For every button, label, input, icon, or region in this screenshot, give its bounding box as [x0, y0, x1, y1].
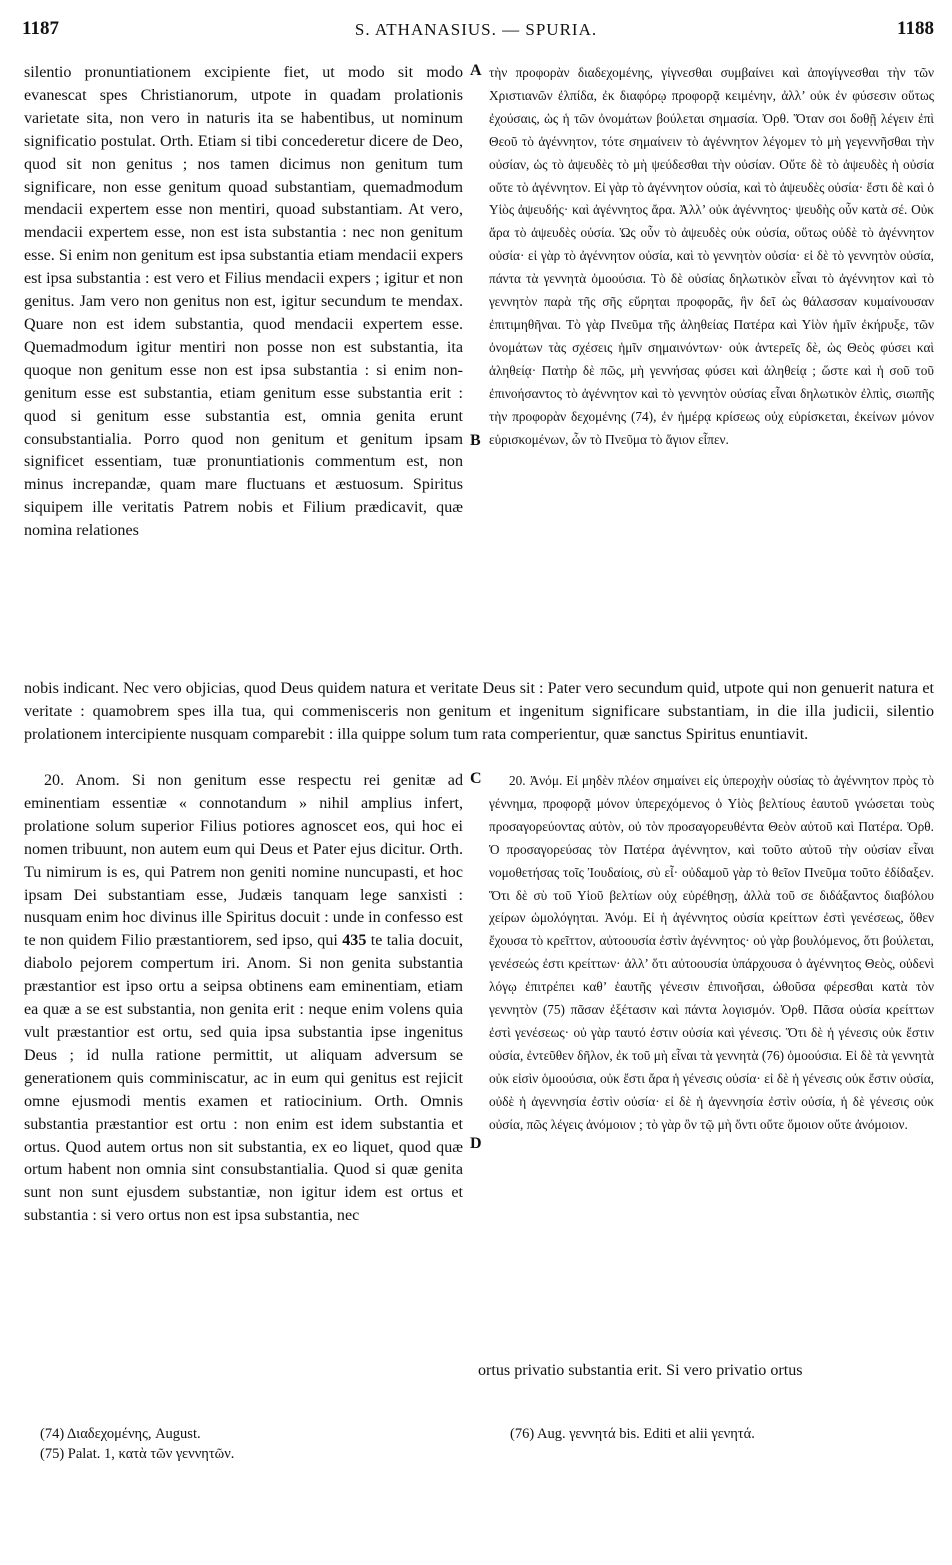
greek-paragraph-1: τὴν προφορὰν διαδεχομένης, γίγνεσθαι συμβαίνει καὶ ἀπογίγνεσθαι τὴν τῶν Χριστιανῶν ἐλπίδα, ἐκ διαφόρῳ προφορᾷ κειμένην, ἀλλ’ οὐκ ἐν φύσεσιν οὕτως ἐχούσαις, ὡς ἡ τῶν ὀνομάτων βούλεται σημασία. Ὀρθ. Ὅταν σοι δοθῇ λέγειν ἐπὶ Θεοῦ τὸ ἀγέννητον, τότε σημαίνειν τὸ ἀγέννητον λέγομεν τὸ μὴ γεγεννῆσθαι τὴν οὐσίαν, ὡς τὸ ἀψευδὲς τὸ μὴ ψεύδεσθαι τὴν οὐσίαν. Οὔτε δὲ τὸ ἀψευδὲς ἡ οὐσία οὔτε τὸ ἀγέννητον. Εἰ γὰρ τὸ ἀγέννητον οὐσία, καὶ τὸ ἀψευδὲς οὐσία· ἔστι δὲ καὶ ὁ Υἱὸς ἀψευδής· καὶ ἀγέννητος ἄρα. Ἀλλ’ οὐκ ἀγέννητος· ψευδὴς οὖν κατὰ σέ. Οὐκ ἄρα τὸ ἀψευδὲς οὐσία. Ὡς οὖν τὸ ἀψευδὲς οὐκ οὐσία, οὕτως οὐδὲ τὸ ἀγέννητον οὐσία· εἰ γὰρ τὸ ἀγέννητον οὐσία, καὶ τὸ γεννητὸν οὐσία· εἰ δὲ τὸ γεννητὸν οὐσία, πάντα τὰ γεννητὰ ὁμοούσια. Τὸ δὲ οὐσίας δηλωτικὸν εἶναι τὸ ἀγέννητον καὶ τὸ γεννητὸν παρὰ τῆς σῆς εὕρηται προφορᾶς, ἣν δεῖ ὡς θάλασσαν κυμαίνουσαν ἐπιτιμηθῆναι. Τὸ γὰρ Πνεῦμα τῆς ἀληθείας Πατέρα καὶ Υἱὸν ἡμῖν ἐκήρυξε, τῶν ὀνομάτων τὰς σχέσεις ἡμῖν σημαινόντων· οὐκ ἀντερεῖς δὲ, ὡς Θεὸς φύσει καὶ ἀληθείᾳ· Πατὴρ δὲ πῶς, μὴ γεννήσας φύσει καὶ ἀληθείᾳ ; ὥστε καὶ ἡ σοῦ τοῦ ἐπινοήσαντος τὸ ἀγέννητον καὶ τὸ γεννητὸν οὐσίας εἶναι δηλωτικὸν ἐλπὶς, σιωπῆς τὴν προφορὰν δεχομένης (74), ἐν ἡμέρᾳ κρίσεως οὐχ εὑρίσκεται, ἐκείνων μόνον εὑρισκομένων, ὧν τὸ Πνεῦμα τὸ ἅγιον εἶπεν.	[489, 65, 934, 447]
running-title: S. ATHANASIUS. — SPURIA.	[354, 20, 598, 39]
greek-column-bottom	[489, 770, 934, 1360]
margin-marker-c: C	[470, 770, 482, 787]
continuation-line: ortus privatio substantia erit. Si vero privatio ortus	[478, 1362, 803, 1379]
latin-paragraph-2: 20. Anom. Si non genitum esse respectu rei genitæ ad eminentiam essentiæ « connotandum » nihil amplius infert, prolatione solum superior Filius potiores agnoscet eos, qui hoc ei nomen tribuunt, non autem eum qui Deus et Pater ejus dicitur. Orth. Tu nimirum is es, qui Patrem non geniti nomine nuncupasti, et hoc ipsam Dei substantiam esse, Judæis tanquam lege sanxisti : nusquam enim hoc divinus ille Spiritus docuit : unde in confesso est te non quidem Filio præstantiorem, sed ipso, qui 435 te talia docuit, diabolo pejorem compertum iri. Anom. Si non genita substantia præstantior est ipso ortu a seipsa obtinens eam eminentiam, etiam ea quæ a se est substantia, non genita erit : neque enim volens quia vult præstantior est ortu, sed quia ipsa substantia ipse ingenitus Deus ; id nulla ratione permittit, ut aliquam adversum se generationem quis comminiscatur, ac in eum qui genitus est rejicit omne ejusmodi mentis examen et ratiocinium. Orth. Omnis substantia præstantior est ortu : non enim est idem substantia et ortus. Quod autem ortus non sit substantia, ex eo liquet, quod quæ ortum habent non omnia sint consubstantialia. Quod si quæ genita sunt non sunt ejusdem substantiæ, non igitur idem est ortus et substantia : si vero ortus non est ipsa substantia, nec	[24, 772, 463, 1225]
footnote-76: (76) Aug. γεννητά bis. Editi et alii γενητά.	[510, 1426, 755, 1442]
left-column-number: 1187	[22, 18, 59, 39]
footnote-74: (74) Διαδεχομένης, August.	[40, 1426, 201, 1442]
footnote-75: (75) Palat. 1, κατὰ τῶν γεννητῶν.	[40, 1446, 235, 1462]
right-column-number: 1188	[897, 18, 934, 39]
latin-column-top	[24, 62, 463, 682]
margin-marker-a: A	[470, 62, 482, 79]
greek-column-top	[489, 62, 934, 682]
latin-paragraph-1: silentio pronuntiationem excipiente fiet, ut modo sit modo evanescat spes Christianorum, utpote in quadam prolationis varietate sita, non vero in naturis ita se habentibus, ut nominum significatio postulat. Orth. Etiam si tibi concederetur dicere de Deo, quod sit non genitus ; nos tamen dicimus non genitum tum significare, non esse genitum quoad substantiam, quemadmodum mendacii expertem esse non mentiri, quoad substantiam. At vero, mendacii expertem esse, non est ista substantia : nec non genitum esse. Si enim non genitum est ipsa substantia etiam mendacii expers est ipsa substantia : est vero et Filius mendacii expers ; igitur et non genitus. Jam vero non genitus non est, igitur secundum te mendax. Quare non est idem substantia, quod mendacii expertem esse. Quemadmodum igitur mentiri non posse non est substantia, ita quoque non genitum esse non est ipsa substantia : si enim non-genitum esse est substantia, etiam genitum esse substantia erit : quod si genitum esse substantia est, omnia genita erunt consubstantialia. Porro quod non genitum et genitum ipsam significet essentiam, tuæ pronuntiationis commentum est, non minus increpandæ, quam mare fluctuans et æstuosum. Spiritus siquipem ille veritatis Patrem nobis et Filium prædicavit, quæ nomina relationes	[24, 64, 463, 540]
inline-column-number: 435	[342, 932, 367, 950]
page-header	[0, 18, 952, 48]
margin-marker-d: D	[470, 1135, 482, 1152]
greek-paragraph-2: 20. Ἀνόμ. Εἰ μηδὲν πλέον σημαίνει εἰς ὑπεροχὴν οὐσίας τὸ ἀγέννητον πρὸς τὸ γέννημα, προφορᾷ μόνον ὑπερεχόμενος ὁ Υἱὸς βελτίους ἑαυτοῦ γνώσεται τοὺς προσαγορεύοντας αὐτὸν, οὐ τὸν προσαγορευθέντα Θεὸν αὐτοῦ καὶ Πατέρα. Ὀρθ. Ὁ προσαγορεύσας τὸν Πατέρα ἀγέννητον, καὶ τοῦτο αὐτοῦ τὴν οὐσίαν εἶναι νομοθετήσας τοῖς Ἰουδαίοις, σὺ εἶ· οὐδαμοῦ γὰρ τὸ θεῖον Πνεῦμα τοῦτο ἐδίδαξεν. Ὅτι δὲ σὺ τοῦ Υἱοῦ βελτίων οὐχ εὑρέθησῃ, ἀλλὰ τοῦ σε διδάξαντος διαβόλου χείρων ὡμολόγηται. Ἀνόμ. Εἰ ἡ ἀγέννητος οὐσία κρείττων ἐστὶ γενέσεως, ὅθεν ἔχουσα τὸ κρεῖττον, αὐτοουσία ἐστὶν ἀγέννητος· οὐ γὰρ βουλόμενος, ὅτι βούλεται, γενέσεώς ἐστι κρείττων· ἀλλ’ ὅτι αὐτοουσία ὑπάρχουσα ὁ ἀγέννητος Θεὸς, οὐδενὶ λόγῳ ἐπιτρέπει καθ’ ἑαυτῆς γένεσιν ἐπινοῆσαι, ὠθοῦσα φέρεσθαι κατὰ τὸν γεννητὸν (75) πᾶσαν ἐξέτασιν καὶ πάντα λογισμόν. Ὀρθ. Πᾶσα οὐσία κρείττων ἐστὶ γενέσεως· οὐ γὰρ ταυτό ἐστιν οὐσία καὶ γένεσις. Ὅτι δὲ ἡ γένεσις οὐκ ἔστιν οὐσία, ἐντεῦθεν δῆλον, ἐκ τοῦ μὴ εἶναι τὰ γεννητὰ (76) ὁμοούσια. Εἰ δὲ τὰ γεννητὰ οὐκ εἰσὶν ὁμοούσια, οὐκ ἔστι ἄρα ἡ γένεσις οὐσία· εἰ δὲ ἡ γένεσις οὐκ ἔστιν οὐσία, οὐδὲ ἡ ἀγεννησία ἐστὶν οὐσία· εἰ δὲ ἡ ἀγεννησία ἐστὶν οὐσία, ἡ δὲ γένεσις οὐκ οὐσία, πῶς λέγεις ἀνόμοιον ; τὸ γὰρ ὂν τῷ μὴ ὄντι οὔτε ὅμοιον οὔτε ἀνόμοιον.	[489, 773, 934, 1132]
latin-column-bottom	[24, 770, 463, 1390]
margin-marker-b: B	[470, 432, 481, 449]
full-width-paragraph: nobis indicant. Nec vero objicias, quod Deus quidem natura et veritate Deus sit : Pater vero secundum quid, utpote qui non genuerit natura et veritate : quamobrem spes illa tua, qui commenisceris non genitum et ingenitum significare substantiam, in die illa judicii, silentio prolationem intercipiente nusquam comparebit : illa quippe solum tum rata comperientur, quæ sanctus Spiritus enuntiavit.	[24, 680, 934, 743]
